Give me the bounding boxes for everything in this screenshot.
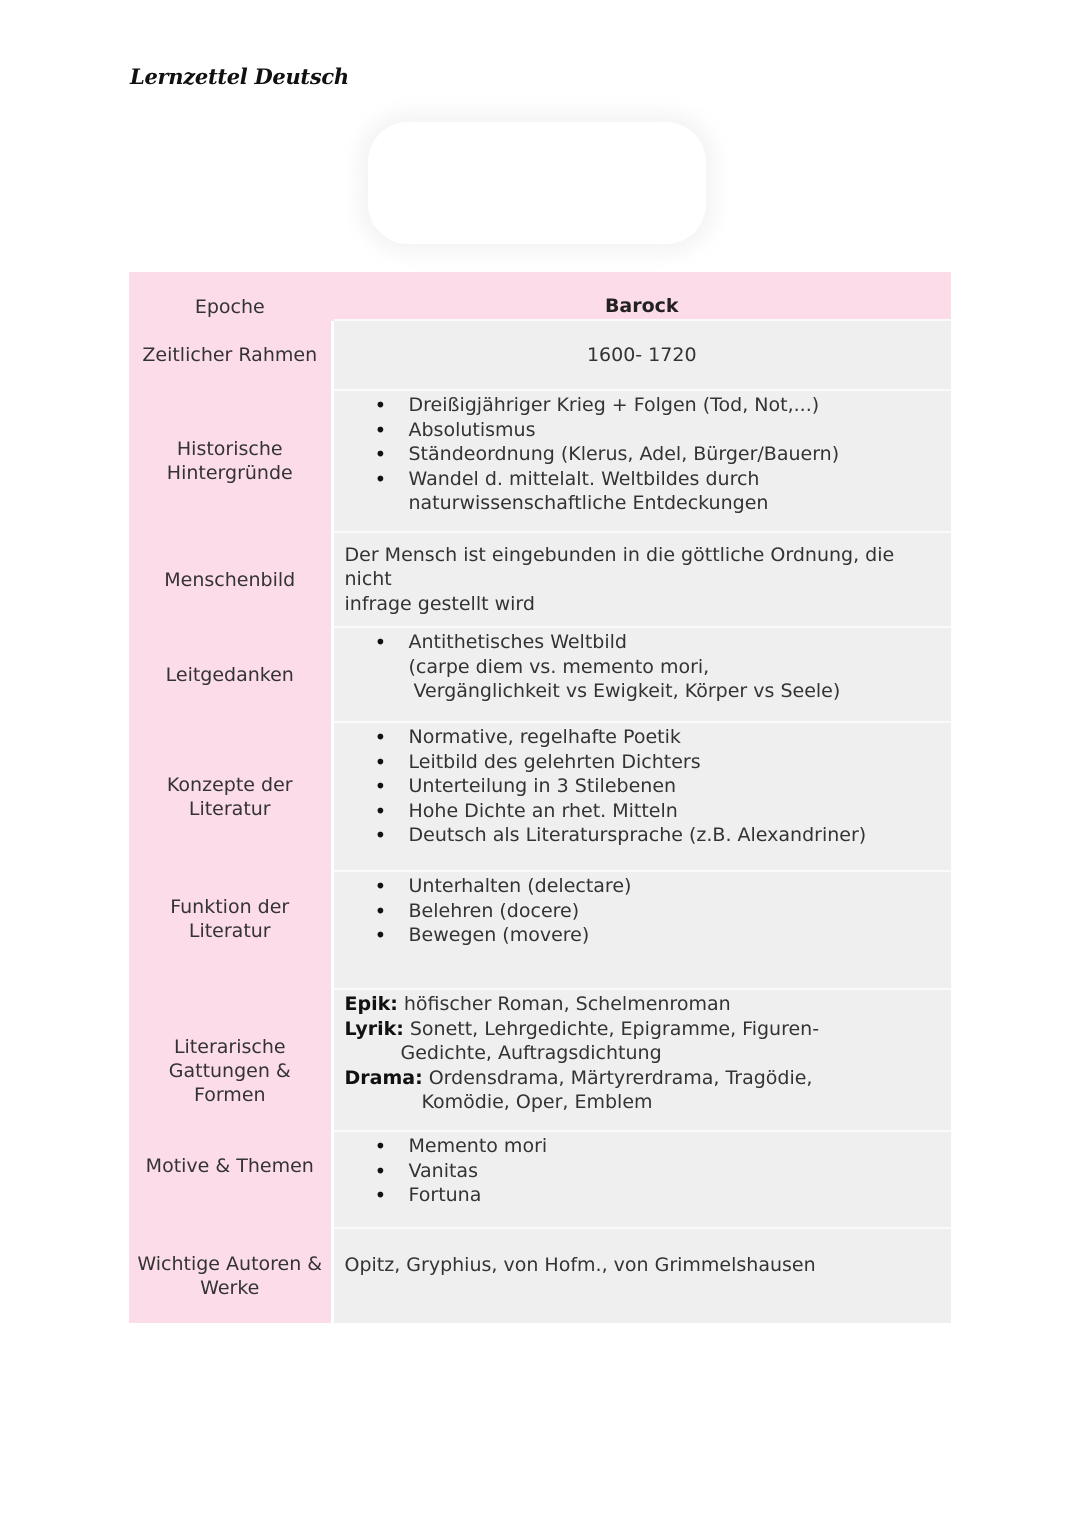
bullet-list bbox=[345, 1134, 940, 1208]
row-label-line: Literatur bbox=[188, 920, 271, 942]
row-value: 1600- 1720 bbox=[332, 320, 951, 390]
table-row-gattungen bbox=[129, 989, 951, 1131]
list-item: • Unterhalten (delectare) bbox=[345, 874, 940, 899]
table-row-menschenbild bbox=[129, 532, 951, 627]
table-row-leitgedanken bbox=[129, 627, 951, 722]
list-item-continuation: (carpe diem vs. memento mori, bbox=[408, 655, 710, 678]
list-item: • Unterteilung in 3 Stilebenen bbox=[345, 774, 940, 799]
list-item: • Leitbild des gelehrten Dichters bbox=[345, 750, 940, 775]
page-title: Lernzettel Deutsch bbox=[130, 64, 349, 89]
row-label-line: Hintergründe bbox=[166, 462, 293, 484]
genre-label: Epik: bbox=[344, 993, 398, 1015]
genre-text: Ordensdrama, Märtyrerdrama, Tragödie, bbox=[422, 1066, 813, 1089]
row-value bbox=[332, 627, 951, 722]
row-value bbox=[332, 989, 951, 1131]
row-label-line: Literatur bbox=[188, 797, 271, 820]
row-label-line: Formen bbox=[193, 1084, 266, 1106]
list-item: • Dreißigjähriger Krieg + Folgen (Tod, Not,...) bbox=[345, 393, 940, 418]
row-label-line: Werke bbox=[200, 1277, 260, 1299]
row-label bbox=[129, 390, 332, 532]
list-item: • Deutsch als Literatursprache (z.B. Alexandriner) bbox=[345, 823, 940, 848]
list-item: • Normative, regelhafte Poetik bbox=[345, 725, 940, 750]
row-label-line: Gattungen & bbox=[168, 1060, 291, 1082]
table-header-row bbox=[129, 272, 951, 320]
row-value bbox=[332, 390, 951, 532]
list-item: • Fortuna bbox=[345, 1183, 940, 1208]
genre-lyrik bbox=[345, 1017, 940, 1042]
bullet-list bbox=[345, 630, 940, 655]
table-row-motive bbox=[129, 1131, 951, 1228]
genre-text: Sonett, Lehrgedichte, Epigramme, Figuren- bbox=[403, 1017, 820, 1040]
genre-label: Lyrik: bbox=[344, 1017, 404, 1040]
list-item: • Antithetisches Weltbild bbox=[345, 630, 940, 655]
row-text-line: Der Mensch ist eingebunden in die göttliche Ordnung, die nicht bbox=[344, 543, 895, 591]
row-label-line: Funktion der bbox=[170, 896, 290, 918]
bullet-list bbox=[345, 874, 940, 948]
bullet-list bbox=[345, 725, 940, 848]
row-label-line: Historische bbox=[176, 438, 283, 460]
row-label bbox=[129, 989, 332, 1131]
row-label-line: Konzepte der bbox=[166, 773, 293, 796]
list-item-continuation: Vergänglichkeit vs Ewigkeit, Körper vs Seele) bbox=[413, 680, 841, 702]
row-value bbox=[332, 722, 951, 871]
row-label bbox=[129, 1228, 332, 1323]
genre-label: Drama: bbox=[344, 1066, 423, 1089]
row-label: Menschenbild bbox=[129, 532, 332, 627]
list-item: • Ständeordnung (Klerus, Adel, Bürger/Bauern) bbox=[345, 442, 940, 467]
epoch-table bbox=[129, 272, 951, 1323]
table-row-funktion bbox=[129, 871, 951, 989]
table-row-autoren bbox=[129, 1228, 951, 1323]
bullet-list bbox=[345, 393, 940, 491]
row-label-line: Literarische bbox=[173, 1036, 286, 1058]
header-label: Epoche bbox=[129, 272, 332, 320]
row-label: Motive & Themen bbox=[129, 1131, 332, 1228]
list-item: • Absolutismus bbox=[345, 418, 940, 443]
list-item: • Bewegen (movere) bbox=[345, 923, 940, 948]
table-row-zeitlicher-rahmen bbox=[129, 320, 951, 390]
table-row-konzepte bbox=[129, 722, 951, 871]
genre-epik bbox=[345, 992, 940, 1017]
genre-drama bbox=[345, 1066, 940, 1091]
row-label-line: Wichtige Autoren & bbox=[137, 1253, 323, 1275]
redacted-area bbox=[368, 122, 706, 244]
row-label bbox=[129, 722, 332, 871]
row-label bbox=[129, 871, 332, 989]
row-value bbox=[332, 871, 951, 989]
genre-continuation: Gedichte, Auftragsdichtung bbox=[400, 1042, 662, 1064]
row-value bbox=[332, 1131, 951, 1228]
genre-text: höfischer Roman, Schelmenroman bbox=[397, 993, 731, 1015]
table-row-historische-hintergruende bbox=[129, 390, 951, 532]
list-item: • Wandel d. mittelalt. Weltbildes durch bbox=[345, 467, 940, 492]
row-label: Leitgedanken bbox=[129, 627, 332, 722]
list-item: • Belehren (docere) bbox=[345, 899, 940, 924]
row-text-line: infrage gestellt wird bbox=[344, 592, 535, 615]
row-value: Opitz, Gryphius, von Hofm., von Grimmelshausen bbox=[332, 1228, 951, 1323]
list-item: • Vanitas bbox=[345, 1159, 940, 1184]
list-item: • Memento mori bbox=[345, 1134, 940, 1159]
row-value bbox=[332, 532, 951, 627]
genre-continuation: Komödie, Oper, Emblem bbox=[421, 1091, 653, 1113]
row-label: Zeitlicher Rahmen bbox=[129, 320, 332, 390]
header-epoch-name: Barock bbox=[332, 272, 951, 320]
list-item: • Hohe Dichte an rhet. Mitteln bbox=[345, 799, 940, 824]
list-item-continuation: naturwissenschaftliche Entdeckungen bbox=[408, 492, 769, 514]
